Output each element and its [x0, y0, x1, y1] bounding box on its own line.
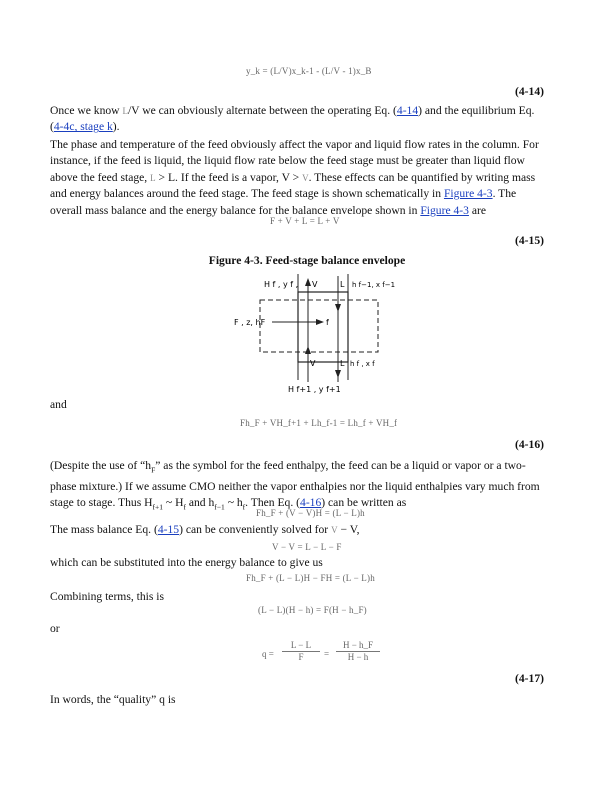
svg-text:h f , x f: h f , x f — [350, 360, 375, 368]
equation-number-4-15: (4-15) — [515, 234, 544, 247]
equation-4-15: F + V + L = L + V — [270, 216, 340, 226]
svg-text:h f−1, x f−1: h f−1, x f−1 — [352, 281, 396, 289]
paragraph-5: which can be substituted into the energy balance to give us — [50, 556, 323, 569]
link-figure-4-3[interactable]: Figure 4-3 — [443, 187, 493, 201]
equation-number-4-17: (4-17) — [515, 672, 544, 685]
link-eq-4-16[interactable]: 4-16 — [300, 496, 322, 510]
paragraph-7: or — [50, 622, 60, 635]
paragraph-8: In words, the “quality” q is — [50, 693, 176, 706]
and-label: and — [50, 398, 67, 411]
figure-caption: Figure 4-3. Feed-stage balance envelope — [208, 254, 406, 267]
l-bar-symbol: L — [122, 106, 128, 116]
link-eq-4-15[interactable]: 4-15 — [157, 523, 180, 536]
label-top-left: H f , y f , — [264, 280, 299, 289]
svg-text:L: L — [340, 359, 345, 368]
svg-text:f: f — [326, 318, 329, 327]
svg-text:L: L — [340, 280, 345, 289]
label-feed: F , z, hF — [234, 318, 266, 327]
paragraph-1: Once we know L/V we can obviously alternate between the operating Eq. (4-14) and the equilibrium Eq. (4-4c, stage k). — [50, 104, 535, 134]
link-eq-4-14[interactable]: 4-14 — [396, 104, 419, 117]
paragraph-4: The mass balance Eq. (4-15) can be conveniently solved for V − V, — [50, 523, 360, 536]
link-figure-4-3-b[interactable]: Figure 4-3 — [420, 203, 469, 217]
link-eq-4-4c[interactable]: 4-4c, stage k — [53, 120, 113, 134]
paragraph-3: (Despite the use of “$h_F$” as the symbol for the feed enthalpy, the feed can be a liquid or vapor or a two- phase mixture.) If we assume CMO neither the vapor enthalpies nor the liquid enthalpies vary much from stage to stage. Thus $H_{f+1}$ ~ $H_f$ and $h_{f-1}$ ~ $h_f$. Then Eq. (4-16) can be written as — [50, 459, 540, 512]
label-bottom: H f+1 , y f+1 — [288, 385, 341, 394]
balance-envelope — [260, 300, 378, 352]
equation-4-14: y_k = (L/V)x_k-1 - (L/V - 1)x_B — [246, 66, 372, 76]
paragraph-6: Combining terms, this is — [50, 590, 165, 603]
paragraph-2: The phase and temperature of the feed obviously affect the vapor and liquid flow rates in the column. For instance, if the feed is liquid, the liquid flow rate below the feed stage must be greater than liquid flow above the feed stage, L > L. If the feed is a vapor, V > V. These effects can be quantified by writing mass and energy balances around the feed stage. The feed stage is shown schematically in Figure 4-3. The overall mass balance and the energy balance for the balance envelope shown in Figure 4-3 are — [50, 138, 539, 217]
svg-text:V: V — [310, 359, 316, 368]
equation-number-4-14: (4-14) — [515, 85, 544, 98]
equation-approx: Fh_F + (V − V)H = (L − L)h — [256, 508, 365, 518]
feed-stage-diagram — [230, 270, 396, 398]
equation-number-4-16: (4-16) — [515, 438, 544, 451]
equation-substituted: Fh_F + (L − L)H − FH = (L − L)h — [246, 573, 375, 583]
equation-combined: (L − L)(H − h) = F(H − h_F) — [258, 605, 367, 615]
equation-v-diff: V − V = L − L − F — [272, 542, 342, 552]
equation-4-16: Fh_F + VH_f+1 + Lh_f-1 = Lh_f + VH_f — [240, 418, 398, 428]
svg-text:V: V — [312, 280, 318, 289]
